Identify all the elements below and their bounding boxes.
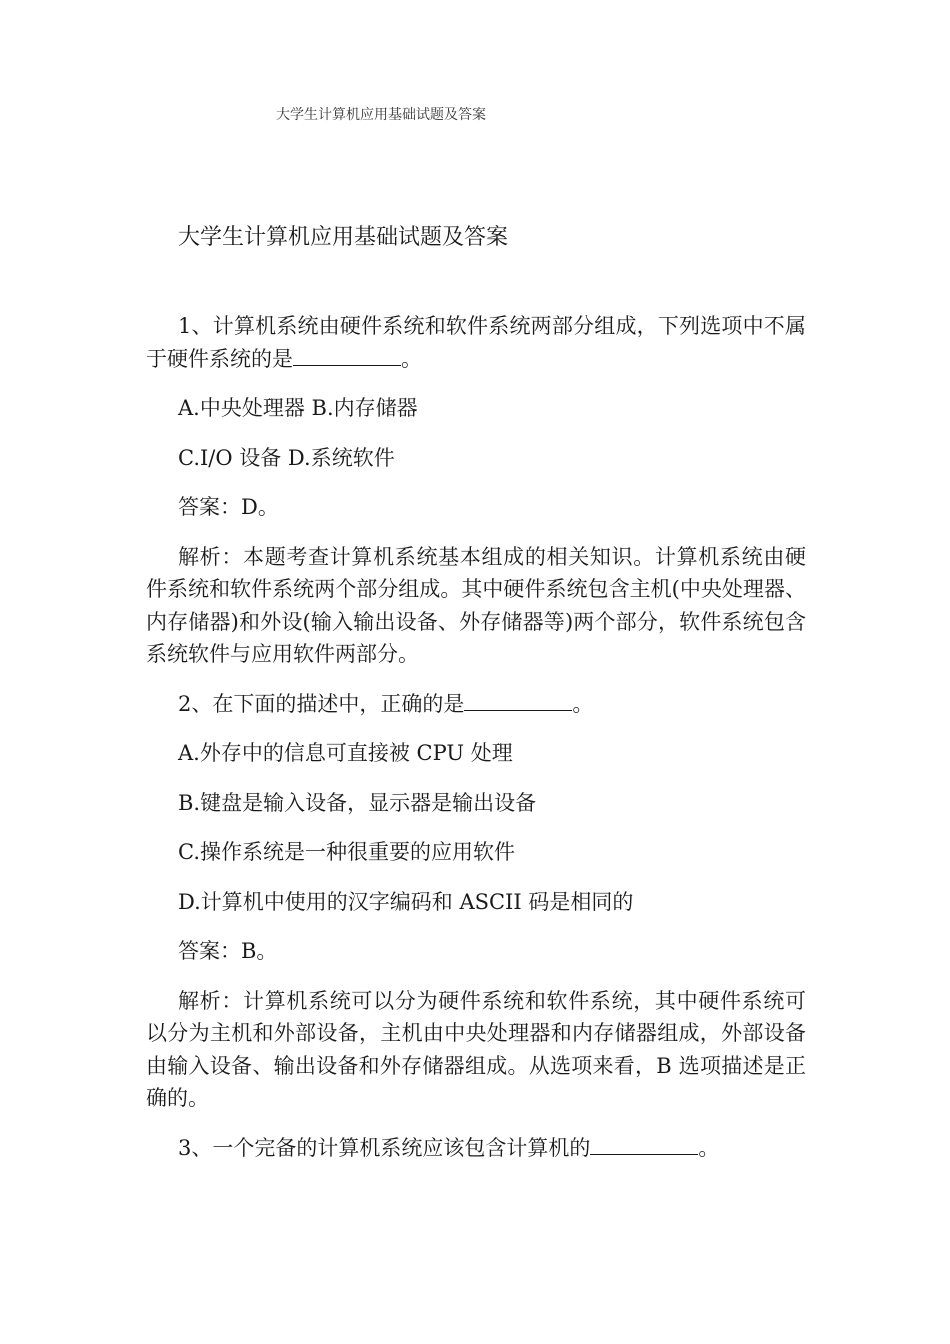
- question-1-answer: 答案：D。: [178, 495, 279, 519]
- question-1-stem: 1、计算机系统由硬件系统和软件系统两部分组成，下列选项中不属于硬件系统的是 。: [146, 314, 806, 371]
- question-2-option: D.计算机中使用的汉字编码和 ASCII 码是相同的: [178, 889, 634, 914]
- answer-blank: [590, 1136, 698, 1155]
- question-2-option: B.键盘是输入设备，显示器是输出设备: [178, 790, 537, 815]
- question-2-stem: 2、在下面的描述中，正确的是 。: [178, 691, 594, 716]
- question-1-explanation: 解析：本题考查计算机系统基本组成的相关知识。计算机系统由硬件系统和软件系统两个部分组成。其中硬件系统包含主机(中央处理器、内存储器)和外设(输入输出设备、外存储器等)两个部分，软件系统包含系统软件与应用软件两部分。: [146, 544, 806, 666]
- question-2-option: C.操作系统是一种很重要的应用软件: [178, 840, 515, 864]
- answer-blank: [464, 692, 572, 711]
- question-2-answer: 答案：B。: [178, 939, 278, 963]
- question-1-option: C.I/O 设备 D.系统软件: [178, 445, 395, 470]
- running-header: 大学生计算机应用基础试题及答案: [276, 107, 486, 123]
- question-3-stem: 3、一个完备的计算机系统应该包含计算机的 。: [178, 1135, 720, 1160]
- question-2-option: A.外存中的信息可直接被 CPU 处理: [178, 741, 513, 765]
- document-title: 大学生计算机应用基础试题及答案: [178, 225, 509, 250]
- question-2-explanation: 解析：计算机系统可以分为硬件系统和软件系统，其中硬件系统可以分为主机和外部设备，主机由中央处理器和内存储器组成，外部设备由输入设备、输出设备和外存储器组成。从选项来看，B 选项描述是正确的。: [146, 988, 806, 1110]
- document-body: [146, 310, 806, 1181]
- answer-blank: [293, 347, 401, 366]
- question-1-option: A.中央处理器 B.内存储器: [178, 396, 418, 420]
